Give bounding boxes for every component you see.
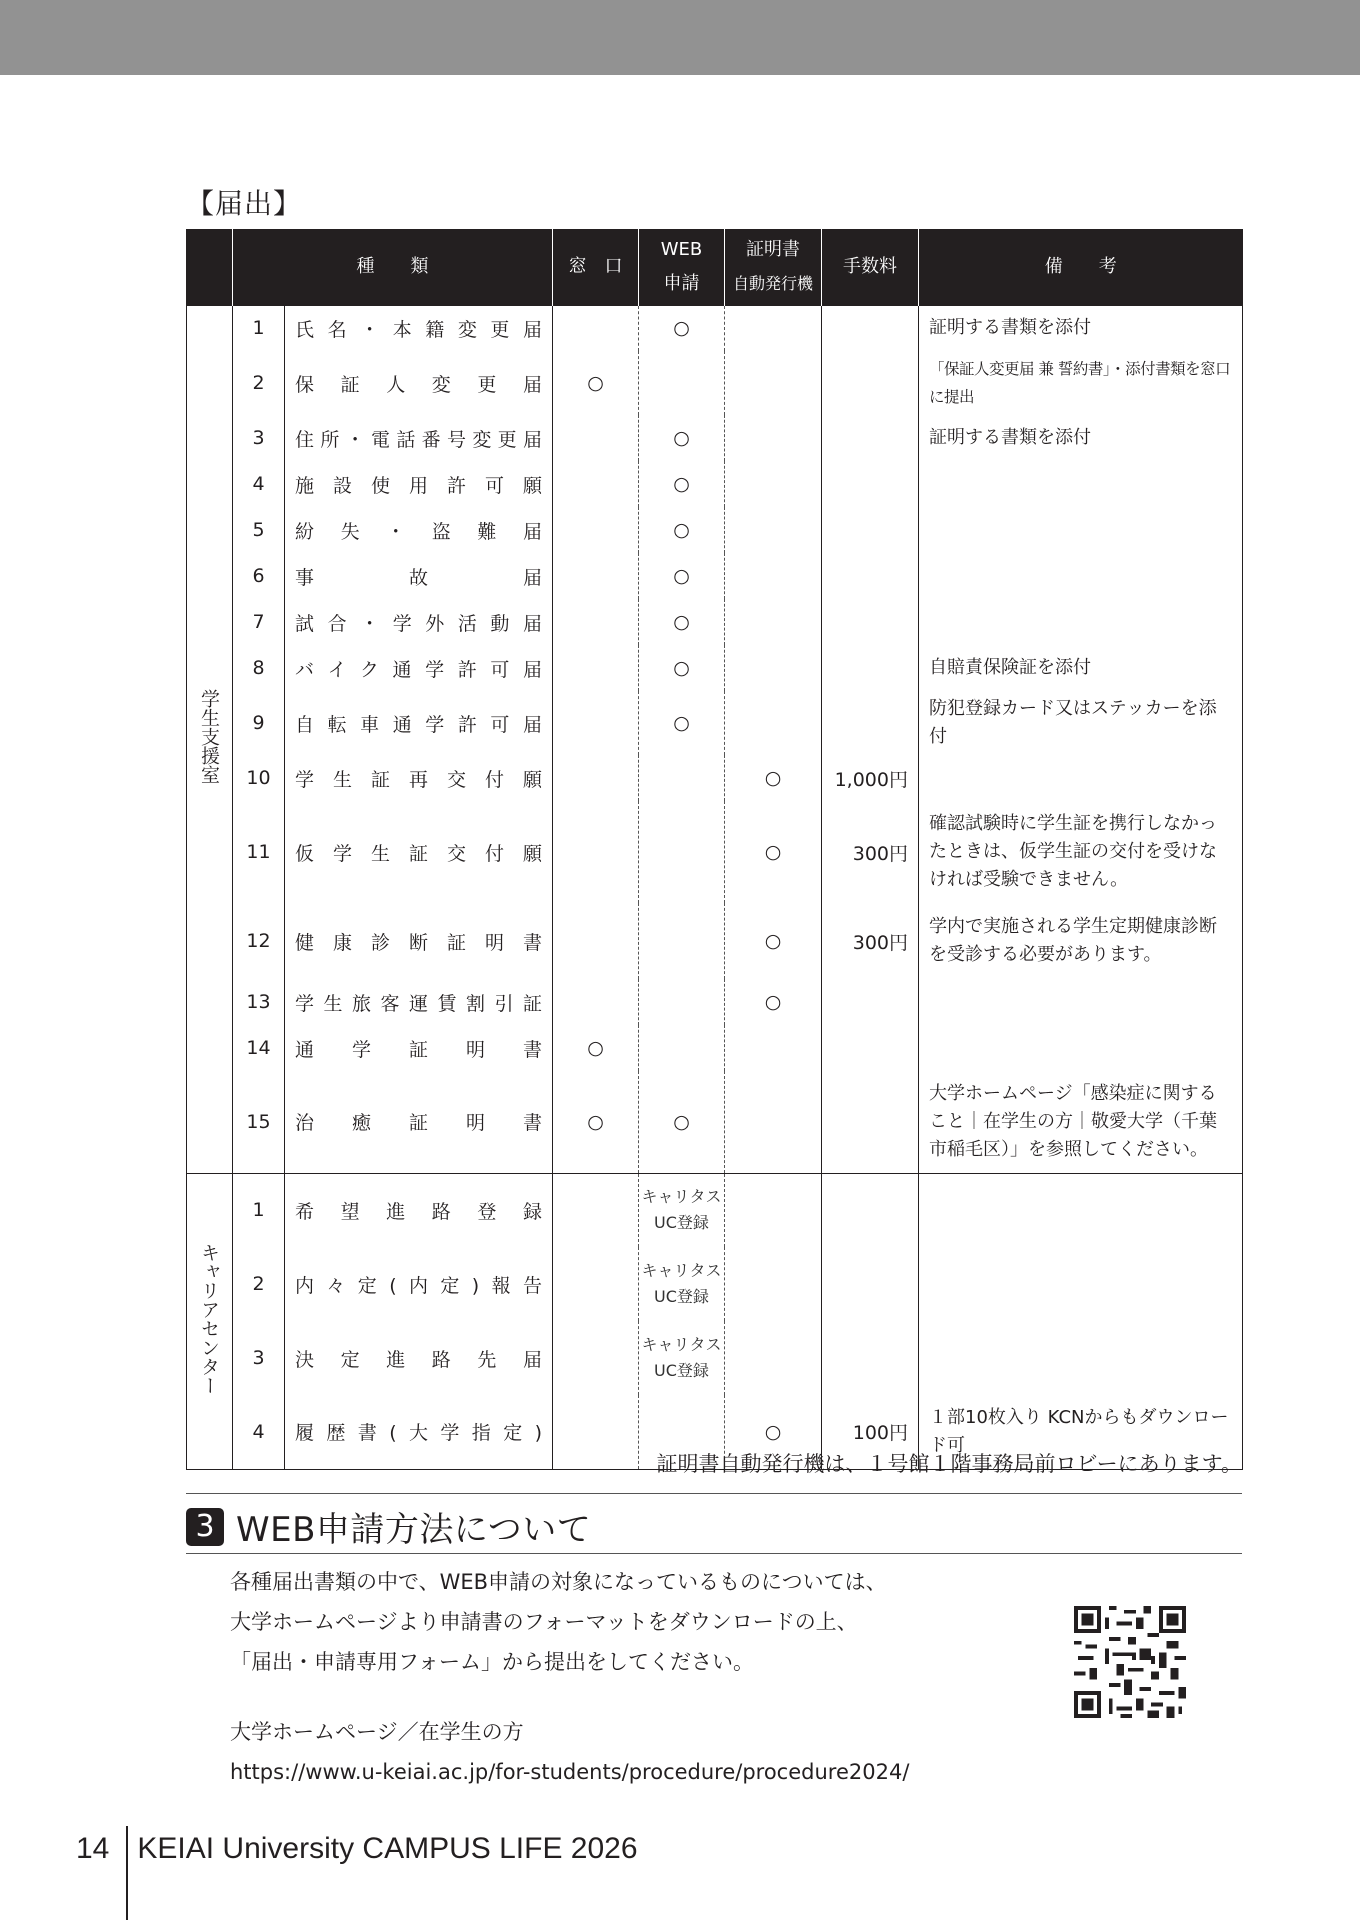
table-row <box>187 801 1243 903</box>
fee-value <box>822 351 919 415</box>
note-text <box>919 461 1243 507</box>
table-row <box>187 415 1243 461</box>
table-row <box>187 351 1243 415</box>
table-row <box>187 599 1243 645</box>
machine-mark <box>725 461 822 507</box>
fee-value <box>822 1247 919 1321</box>
document-name-text: 学生旅客運賃割引証 <box>295 992 542 1015</box>
counter-mark <box>553 691 639 755</box>
counter-mark <box>553 903 639 979</box>
counter-mark <box>553 415 639 461</box>
document-name-text: 保証人変更届 <box>295 373 542 396</box>
web-mark: ○ <box>639 645 725 691</box>
note-text: 「保証人変更届 兼 誓約書」・添付書類を窓口に提出 <box>919 351 1243 415</box>
counter-mark <box>553 1247 639 1321</box>
section-number-badge: 3 <box>186 1508 224 1546</box>
document-name-text: 履歴書(大学指定) <box>295 1422 542 1445</box>
row-number: 4 <box>233 461 285 507</box>
row-number: 15 <box>233 1071 285 1173</box>
web-note-line: UC登録 <box>654 1287 709 1306</box>
web-mark: ○ <box>639 461 725 507</box>
web-mark <box>639 1025 725 1071</box>
web-note-line: UC登録 <box>654 1361 709 1380</box>
web-mark: ○ <box>639 1071 725 1173</box>
fee-value <box>822 553 919 599</box>
table-row <box>187 553 1243 599</box>
document-name <box>285 691 553 755</box>
table-header-row <box>187 229 1243 305</box>
divider <box>186 1553 1242 1554</box>
document-name-text: 仮学生証交付願 <box>295 842 542 865</box>
note-text <box>919 979 1243 1025</box>
fee-value <box>822 599 919 645</box>
row-number: 6 <box>233 553 285 599</box>
department-label: キャリアセンター <box>198 1242 220 1395</box>
document-name-text: 氏名・本籍変更届 <box>295 318 542 341</box>
note-text: 防犯登録カード又はステッカーを添付 <box>919 691 1243 755</box>
table-row <box>187 1071 1243 1173</box>
document-name-text: 紛失・盗難届 <box>295 520 542 543</box>
machine-mark: ○ <box>725 755 822 801</box>
header-notes: 備 考 <box>919 229 1243 305</box>
document-name <box>285 351 553 415</box>
section-title: WEB申請方法について <box>236 1510 592 1550</box>
web-note-line: UC登録 <box>654 1213 709 1233</box>
table-row <box>187 903 1243 979</box>
department-cell <box>187 305 233 1173</box>
note-text <box>919 1173 1243 1247</box>
machine-mark <box>725 553 822 599</box>
machine-mark <box>725 415 822 461</box>
document-name <box>285 305 553 351</box>
document-name-text: 学生証再交付願 <box>295 768 542 791</box>
note-text <box>919 553 1243 599</box>
table-row <box>187 1321 1243 1395</box>
document-name-text: 通学証明書 <box>295 1038 542 1061</box>
machine-mark <box>725 1025 822 1071</box>
row-number: 9 <box>233 691 285 755</box>
body-line: 「届出・申請専用フォーム」から提出をしてください。 <box>230 1650 754 1674</box>
counter-mark <box>553 801 639 903</box>
web-note-line: キャリタス <box>641 1335 722 1354</box>
machine-mark <box>725 691 822 755</box>
url-link[interactable]: https://www.u-keiai.ac.jp/for-students/procedure/procedure2024/ <box>230 1760 910 1784</box>
row-number: 7 <box>233 599 285 645</box>
counter-mark <box>553 599 639 645</box>
document-name-text: 治癒証明書 <box>295 1112 542 1135</box>
machine-mark: ○ <box>725 1395 822 1469</box>
table-body <box>187 305 1243 1469</box>
web-mark: ○ <box>639 553 725 599</box>
counter-mark <box>553 553 639 599</box>
web-note-line: キャリタス <box>641 1187 722 1207</box>
counter-mark <box>553 1321 639 1395</box>
counter-mark: ○ <box>553 351 639 415</box>
document-name <box>285 507 553 553</box>
header-machine: 証明書 自動発行機 <box>725 229 822 305</box>
document-name <box>285 1025 553 1071</box>
machine-mark <box>725 1071 822 1173</box>
row-number: 10 <box>233 755 285 801</box>
counter-mark <box>553 461 639 507</box>
document-name <box>285 645 553 691</box>
document-name <box>285 1247 553 1321</box>
counter-mark <box>553 305 639 351</box>
table-row <box>187 691 1243 755</box>
web-mark <box>639 1321 725 1395</box>
fee-value <box>822 1173 919 1247</box>
row-number: 11 <box>233 801 285 903</box>
counter-mark: ○ <box>553 1071 639 1173</box>
document-name <box>285 801 553 903</box>
note-text <box>919 507 1243 553</box>
fee-value: 100円 <box>822 1395 919 1469</box>
header-fee: 手数料 <box>822 229 919 305</box>
document-name <box>285 755 553 801</box>
fee-value <box>822 1025 919 1071</box>
footnote: 証明書自動発行機は、１号館１階事務局前ロビーにあります。 <box>656 1452 1242 1476</box>
counter-mark <box>553 1395 639 1469</box>
web-mark: ○ <box>639 507 725 553</box>
row-number: 13 <box>233 979 285 1025</box>
table-row <box>187 1173 1243 1247</box>
machine-mark <box>725 305 822 351</box>
row-number: 3 <box>233 415 285 461</box>
counter-mark <box>553 645 639 691</box>
document-name <box>285 1321 553 1395</box>
note-text: 確認試験時に学生証を携行しなかったときは、仮学生証の交付を受けなければ受験できません。 <box>919 801 1243 903</box>
table-row <box>187 507 1243 553</box>
note-text <box>919 1321 1243 1395</box>
table-row <box>187 305 1243 351</box>
document-name-text: 自転車通学許可届 <box>295 713 542 736</box>
row-number: 14 <box>233 1025 285 1071</box>
machine-mark <box>725 1321 822 1395</box>
machine-mark <box>725 351 822 415</box>
machine-mark: ○ <box>725 979 822 1025</box>
fee-value <box>822 461 919 507</box>
divider <box>186 1493 1242 1494</box>
row-number: 8 <box>233 645 285 691</box>
document-name <box>285 979 553 1025</box>
web-mark <box>639 801 725 903</box>
web-mark <box>639 903 725 979</box>
document-name-text: 希望進路登録 <box>295 1200 542 1223</box>
table-row <box>187 461 1243 507</box>
table-row <box>187 645 1243 691</box>
note-text <box>919 599 1243 645</box>
table-row <box>187 755 1243 801</box>
documents-table <box>186 229 1243 1470</box>
counter-mark <box>553 755 639 801</box>
web-mark <box>639 755 725 801</box>
fee-value <box>822 1321 919 1395</box>
document-name <box>285 415 553 461</box>
fee-value <box>822 507 919 553</box>
document-name-text: 内々定(内定)報告 <box>295 1274 542 1297</box>
header-dept <box>187 229 233 305</box>
machine-mark: ○ <box>725 801 822 903</box>
qr-code-icon[interactable] <box>1074 1606 1186 1718</box>
row-number: 3 <box>233 1321 285 1395</box>
footer-title: KEIAI University CAMPUS LIFE 2026 <box>137 1832 638 1865</box>
document-name-text: バイク通学許可届 <box>295 658 542 681</box>
document-name <box>285 1395 553 1469</box>
fee-value: 300円 <box>822 903 919 979</box>
fee-value <box>822 1071 919 1173</box>
web-note-line: キャリタス <box>641 1261 722 1280</box>
note-text: 証明する書類を添付 <box>919 415 1243 461</box>
counter-mark: ○ <box>553 1025 639 1071</box>
row-number: 4 <box>233 1395 285 1469</box>
row-number: 5 <box>233 507 285 553</box>
department-cell <box>187 1173 233 1469</box>
header-web: WEB 申請 <box>639 229 725 305</box>
machine-mark: ○ <box>725 903 822 979</box>
web-mark: ○ <box>639 415 725 461</box>
document-name <box>285 903 553 979</box>
row-number: 2 <box>233 1247 285 1321</box>
document-name <box>285 553 553 599</box>
machine-mark <box>725 507 822 553</box>
web-mark: ○ <box>639 691 725 755</box>
section-3-body <box>230 1562 887 1682</box>
table-row <box>187 1025 1243 1071</box>
machine-mark <box>725 1247 822 1321</box>
row-number: 1 <box>233 1173 285 1247</box>
machine-mark <box>725 1173 822 1247</box>
machine-mark <box>725 599 822 645</box>
link-block <box>230 1712 909 1792</box>
row-number: 2 <box>233 351 285 415</box>
note-text <box>919 755 1243 801</box>
fee-value <box>822 415 919 461</box>
row-number: 1 <box>233 305 285 351</box>
note-text: 大学ホームページ「感染症に関すること｜在学生の方｜敬愛大学（千葉市稲毛区）」を参照してください。 <box>919 1071 1243 1173</box>
fee-value <box>822 645 919 691</box>
document-name <box>285 1173 553 1247</box>
row-number: 12 <box>233 903 285 979</box>
web-mark: ○ <box>639 305 725 351</box>
web-mark <box>639 979 725 1025</box>
note-text: 学内で実施される学生定期健康診断を受診する必要があります。 <box>919 903 1243 979</box>
web-mark: ○ <box>639 599 725 645</box>
note-text: 証明する書類を添付 <box>919 305 1243 351</box>
header-kind: 種 類 <box>233 229 553 305</box>
document-name-text: 健康診断証明書 <box>295 931 542 954</box>
note-text <box>919 1025 1243 1071</box>
document-name <box>285 599 553 645</box>
department-label: 学生支援室 <box>198 689 220 784</box>
note-text <box>919 1247 1243 1321</box>
body-line: 大学ホームページより申請書のフォーマットをダウンロードの上、 <box>230 1610 858 1634</box>
section-heading: 【届出】 <box>186 187 303 220</box>
page-footer <box>76 1832 638 1866</box>
document-name-text: 事故届 <box>295 566 542 589</box>
counter-mark <box>553 1173 639 1247</box>
fee-value <box>822 979 919 1025</box>
document-name <box>285 461 553 507</box>
document-name-text: 施設使用許可願 <box>295 474 542 497</box>
top-band <box>0 0 1360 75</box>
fee-value <box>822 305 919 351</box>
table-row <box>187 979 1243 1025</box>
body-line: 各種届出書類の中で、WEB申請の対象になっているものについては、 <box>230 1570 887 1594</box>
note-text: 自賠責保険証を添付 <box>919 645 1243 691</box>
counter-mark <box>553 507 639 553</box>
note-text: １部10枚入り KCNからもダウンロード可 <box>919 1395 1243 1469</box>
fee-value: 300円 <box>822 801 919 903</box>
section-3-heading <box>186 1502 591 1551</box>
web-mark <box>639 1173 725 1247</box>
web-mark <box>639 351 725 415</box>
fee-value <box>822 691 919 755</box>
web-mark <box>639 1247 725 1321</box>
fee-value: 1,000円 <box>822 755 919 801</box>
document-name <box>285 1071 553 1173</box>
table-row <box>187 1247 1243 1321</box>
link-label: 大学ホームページ／在学生の方 <box>230 1720 524 1744</box>
document-name-text: 試合・学外活動届 <box>295 612 542 635</box>
header-counter: 窓 口 <box>553 229 639 305</box>
counter-mark <box>553 979 639 1025</box>
machine-mark <box>725 645 822 691</box>
page-number: 14 <box>76 1832 110 1865</box>
document-name-text: 住所・電話番号変更届 <box>295 428 542 451</box>
document-name-text: 決定進路先届 <box>295 1348 542 1371</box>
